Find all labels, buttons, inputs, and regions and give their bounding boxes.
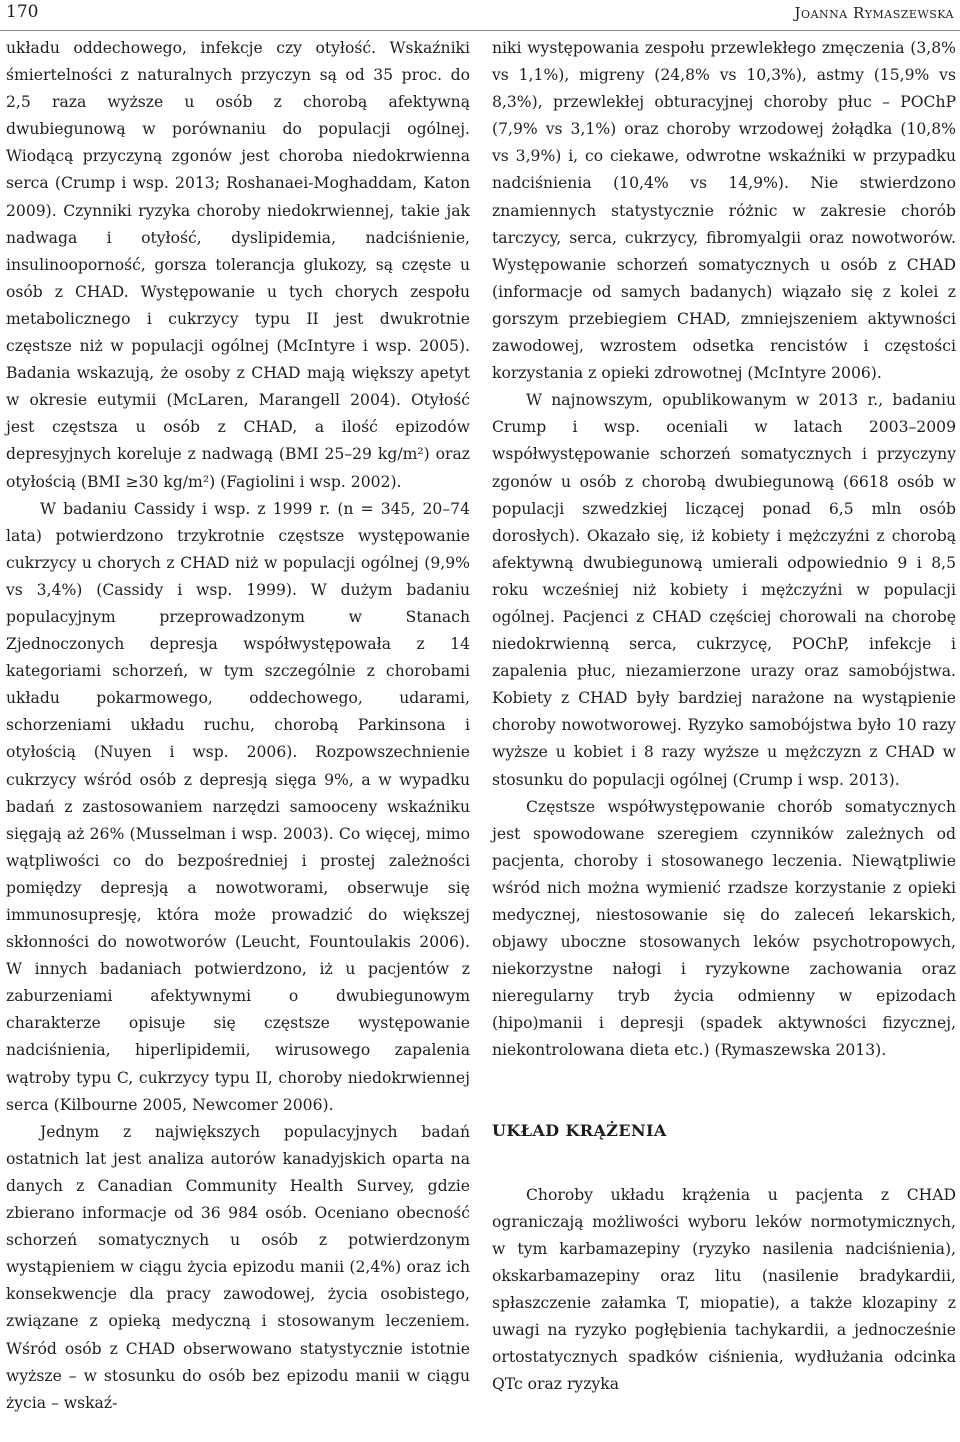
header-rule <box>0 30 960 31</box>
page-number: 170 <box>6 2 39 22</box>
paragraph: niki występowania zespołu przewlekłego zmęczenia (3,8% vs 1,1%), migreny (24,8% vs 10,3%), astmy (15,9% vs 8,3%), przewlekłej obturacyjnej choroby płuc – POChP (7,9% vs 3,1%) oraz choroby wrzodowej żołądka (10,8% vs 3,9%) i, co ciekawe, odwrotne wskaźniki w przypadku nadciśnienia (10,4% vs 14,9%). Nie stwierdzono znamiennych statystycznie różnic w zakresie chorób tarczycy, serca, cukrzycy, fibromyalgii oraz nowotworów. Występowanie schorzeń somatycznych u osób z CHAD (informacje od samych badanych) wiązało się z kolei z gorszym przebiegiem CHAD, zmniejszeniem aktywności zawodowej, wzrostem odsetka rencistów i częstości korzystania z opieki zdrowotnej (McIntyre 2006). <box>492 39 956 383</box>
running-header <box>0 0 960 30</box>
paragraph: Jednym z największych populacyjnych badań ostatnich lat jest analiza autorów kanadyjskich oparta na danych z Canadian Community Health Survey, gdzie zbierano informacje od 36 984 osób. Oceniano obecność schorzeń somatycznych u osób z potwierdzonym wystąpieniem w ciągu życia epizodu manii (2,4%) oraz ich konsekwencje dla pracy zawodowej, życia osobistego, związane z opieką medyczną i stosowanym leczeniem. Wśród osób z CHAD obserwowano statystycznie istotnie wyższe – w stosunku do osób bez epizodu manii w ciągu życia – wskaź- <box>6 1122 470 1412</box>
right-column <box>492 35 956 1398</box>
section-heading: UKŁAD KRĄŻENIA <box>492 1120 667 1140</box>
left-column <box>6 35 470 1417</box>
paragraph: układu oddechowego, infekcje czy otyłość. Wskaźniki śmiertelności z naturalnych przyczyn są od 35 proc. do 2,5 raza wyższe u osób z chorobą afektywną dwubiegunową w porównaniu do populacji ogólnej. Wiodącą przyczyną zgonów jest choroba niedokrwienna serca (Crump i wsp. 2013; Roshanaei-Moghaddam, Katon 2009). Czynniki ryzyka choroby niedokrwiennej, takie jak nadwaga i otyłość, dyslipidemia, nadciśnienie, insulinooporność, gorsza tolerancja glukozy, są częste u osób z CHAD. Występowanie u tych chorych zespołu metabolicznego i cukrzycy typu II jest dwukrotnie częstsze niż w populacji ogólnej (McIntyre i wsp. 2005). Badania wskazują, że osoby z CHAD mają większy apetyt w okresie eutymii (McLaren, Marangell 2004). Otyłość jest częstsza u osób z CHAD, a ilość epizodów depresyjnych koreluje z nadwagą (BMI 25–29 kg/m²) oraz otyłością (BMI ≥30 kg/m²) (Fagiolini i wsp. 2002). <box>6 39 470 491</box>
running-author: Joanna Rymaszewska <box>794 4 954 22</box>
paragraph: Choroby układu krążenia u pacjenta z CHAD ograniczają możliwości wyboru leków normotymicznych, w tym karbamazepiny (ryzyko nasilenia nadciśnienia), okskarbamazepiny oraz litu (nasilenie bradykardii, spłaszczenie załamka T, miopatie), a także klozapiny z uwagi na ryzyko pogłębienia tachykardii, a jednocześnie ortostatycznych spadków ciśnienia, wydłużania odcinka QTc oraz ryzyka <box>492 1185 956 1394</box>
paragraph: Częstsze współwystępowanie chorób somatycznych jest spowodowane szeregiem czynników zależnych od pacjenta, choroby i stosowanego leczenia. Niewątpliwie wśród nich można wymienić rzadsze korzystanie z opieki medycznej, niestosowanie się do zaleceń lekarskich, objawy uboczne stosowanych leków psychotropowych, niekorzystne nałogi i ryzykowne zachowania oraz nieregularny tryb życia odmienny w epizodach (hipo)manii i depresji (spadek aktywności fizycznej, niekontrolowana dieta etc.) (Rymaszewska 2013). <box>492 797 956 1060</box>
paragraph: W badaniu Cassidy i wsp. z 1999 r. (n = 345, 20–74 lata) potwierdzono trzykrotnie częstsze występowanie cukrzycy u chorych z CHAD niż w populacji ogólnej (9,9% vs 3,4%) (Cassidy i wsp. 1999). W dużym badaniu populacyjnym przeprowadzonym w Stanach Zjednoczonych depresja współwystępowała z 14 kategoriami schorzeń, w tym szczególnie z chorobami układu pokarmowego, oddechowego, udarami, schorzeniami układu ruchu, chorobą Parkinsona i otyłością (Nuyen i wsp. 2006). Rozpowszechnienie cukrzycy wśród osób z depresją sięga 9%, a w wypadku badań z zastosowaniem narzędzi samooceny wskaźniku sięgają aż 26% (Musselman i wsp. 2003). Co więcej, mimo wątpliwości co do bezpośredniej i prostej zależności pomiędzy depresją a nowotworami, obserwuje się immunosupresję, która może prowadzić do większej skłonności do nowotworów (Leucht, Fountoulakis 2006). W innych badaniach potwierdzono, iż u pacjentów z zaburzeniami afektywnymi o dwubiegunowym charakterze opisuje się częstsze występowanie nadciśnienia, hiperlipidemii, wirusowego zapalenia wątroby typu C, cukrzycy typu II, choroby niedokrwiennej serca (Kilbourne 2005, Newcomer 2006). <box>6 499 470 1114</box>
paragraph: W najnowszym, opublikowanym w 2013 r., badaniu Crump i wsp. oceniali w latach 2003–2009 współwystępowanie schorzeń somatycznych i przyczyny zgonów u osób z chorobą dwubiegunową (6618 osób w populacji szwedzkiej liczącej ponad 6,5 mln osób dorosłych). Okazało się, iż kobiety i mężczyźni z chorobą afektywną dwubiegunową umierali odpowiednio 9 i 8,5 roku wcześniej niż kobiety i mężczyźni w populacji ogólnej. Pacjenci z CHAD częściej chorowali na chorobę niedokrwienną serca, cukrzycę, POChP, infekcje i zapalenia płuc, niezamierzone urazy oraz samobójstwa. Kobiety z CHAD były bardziej narażone na wystąpienie choroby nowotworowej. Ryzyko samobójstwa było 10 razy wyższe u kobiet i 8 razy wyższe u mężczyzn z CHAD w stosunku do populacji ogólnej (Crump i wsp. 2013). <box>492 391 956 789</box>
